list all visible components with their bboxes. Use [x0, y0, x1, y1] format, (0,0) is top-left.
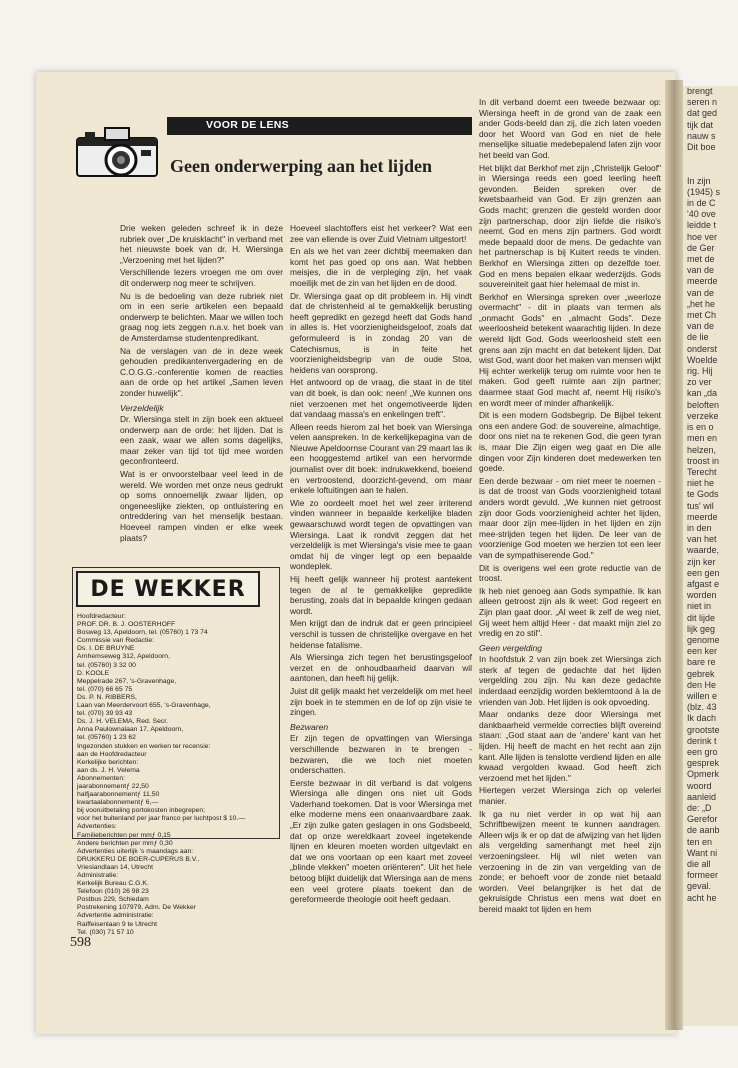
- paragraph: Hiertegen verzet Wiersinga zich op velerlei manier.: [479, 785, 661, 806]
- next-page-line: formeer: [687, 870, 719, 881]
- column-2: [290, 223, 472, 907]
- price-value: ƒ 6,—: [140, 799, 159, 807]
- masthead-line: aan ds. J. H. Velema: [77, 766, 140, 774]
- masthead-line: aan de Hoofdredacteur: [77, 750, 147, 758]
- masthead-line: Administratie:: [77, 872, 119, 879]
- paragraph: Drie weken geleden schreef ik in deze rubriek over „De kruisklacht" in verband met het nieuwste boek van dr. H. Wiersinga „Verzoening met het lijden?": [120, 223, 283, 265]
- next-page-line: (blz. 43: [687, 702, 717, 713]
- next-page-line: troost in: [687, 455, 720, 466]
- masthead-line: Hoofdredacteur:: [77, 613, 126, 620]
- price-row: [73, 832, 279, 840]
- next-page-line: helzen,: [687, 444, 717, 455]
- wekker-logo: DE WEKKER: [76, 571, 260, 607]
- next-page-line: den He: [687, 679, 717, 690]
- next-page-line: in de C: [687, 198, 716, 209]
- next-page-line: hoe ver: [687, 231, 718, 242]
- next-page-line: genome: [687, 634, 720, 645]
- subheading: Bezwaren: [290, 721, 329, 732]
- next-page-line: grootste: [687, 724, 720, 735]
- next-page-line: rig. Hij: [687, 366, 713, 377]
- next-page-line: gebrek: [687, 668, 715, 679]
- masthead-line: Telefoon (010) 26 98 23: [77, 888, 149, 896]
- article-title: Geen onderwerping aan het lijden: [170, 156, 433, 176]
- next-page-line: tijk dat: [687, 119, 714, 130]
- paragraph: Berkhof en Wiersinga spreken over „weerloze overmacht" - dit in plaats van termen als „onmacht Gods" en „almacht Gods". Deze weerloosheid betekent waarachtig lijden. In deze wereld lijdt God. Gods weerloosheid stelt een grens aan zijn macht en dat betekent lijden. Dat wist God, want door het maken van mensen wijkt Hij echter werkelijk terug om ruimte voor hen te maken. God geeft ruimte aan zijn partner; daarmee staat God macht af, neemt Hij risiko's en wordt meer of minder afhankelijk.: [479, 291, 662, 408]
- next-page-line: nauw s: [687, 130, 716, 141]
- price-row: [73, 791, 279, 799]
- next-page-line: de aanb: [687, 825, 720, 836]
- next-page-line: seren n: [687, 97, 718, 108]
- next-page-line: willen e: [687, 690, 718, 701]
- next-page-line: van de: [687, 265, 715, 276]
- next-page-line: te Gods: [687, 489, 719, 500]
- paragraph: In hoofdstuk 2 van zijn boek zet Wiersinga zich sterk af tegen de gedachte dat het lijden vergelding zou zijn. Nu kan deze gedachte inderdaad eenzijdig worden beklemtoond à la de vrienden van Job. Het lijden is ook opvoeding.: [479, 654, 661, 707]
- next-page-line: In zijn: [687, 175, 711, 186]
- next-page-column: [683, 86, 738, 1026]
- masthead-line: Advertenties:: [77, 823, 117, 831]
- paragraph: Hoeveel slachtoffers eist het verkeer? Wat een zee van ellende is over Zuid Vietnam uitgestort!: [290, 223, 472, 244]
- next-page-line: zo ver: [687, 377, 712, 388]
- masthead-line: Ingezonden stukken en werken ter recensie:: [77, 742, 211, 750]
- next-page-line: afgast e: [687, 578, 720, 589]
- next-page-line: verzeke: [687, 410, 719, 421]
- paragraph: Als Wiersinga zich tegen het berustingsgeloof verzet en de onhoudbaarheid daarvan wil aantonen, dan heeft hij gelijk.: [290, 652, 472, 684]
- column-3: [479, 97, 661, 917]
- next-page-line: (1945) s: [687, 186, 721, 197]
- next-page-line: Ik dach: [687, 713, 717, 724]
- masthead-line: Bosweg 13, Apeldoorn, tel. (05760) 1 73 74: [77, 629, 208, 637]
- masthead-line: Vrieslandlaan 14, Utrecht: [77, 863, 154, 871]
- next-page-line: brengt: [687, 86, 713, 96]
- next-page-line: is en o: [687, 422, 714, 433]
- next-page-line: onderst: [687, 343, 718, 354]
- masthead-line: Commissie van Redactie:: [77, 637, 155, 645]
- next-page-line: geval.: [687, 881, 712, 892]
- next-page-line: men en: [687, 433, 718, 444]
- next-page-line: worden: [687, 590, 717, 601]
- paragraph: Maar ondanks deze door Wiersinga met dankbaarheid vermelde correcties blijft overeind staan: „God staat aan de 'andere' kant van het lijden. Hij heeft de macht en het recht aan zijn kant. Alle lijden is tenslotte verdiend lijden en alle kwaad vergolden kwaad. God heeft zich verzoend met het lijden.": [479, 709, 661, 783]
- next-page-line: een gen: [687, 567, 720, 578]
- masthead-box: [72, 567, 280, 936]
- next-page-line: de lie: [687, 332, 709, 343]
- masthead-line: Laan van Meerdervoort 655, 's-Gravenhage,: [77, 702, 211, 710]
- paragraph: Ik ga nu niet verder in op wat hij aan Schriftbewijzen meent te kunnen aandragen. Alleen wijs ik er op dat de afwijzing van het lijden als vergelding samenhangt met heel zijn verzoeningsleer. Hij wil niet weten van verzoening in de zin van vergelding van de zonde; er behoeft voor de zonde niet betaald worden. Veel belangrijker is het dat de gekruisigde Christus een mens wat doet en bereid maakt tot lijden en hem: [479, 808, 661, 914]
- next-page-line: een ker: [687, 646, 718, 657]
- masthead-line: Ds. P. N. RIBBERS,: [77, 693, 137, 701]
- paragraph: Wie zo oordeelt moet het wel zeer irriterend vinden wanneer in bepaalde kerkelijke bladen gewaarschuwd wordt tegen de opvattingen van Wiersinga. Laat ik rondvit zeggen dat het verzeldelijk is met Wiersinga's visie mee te gaan omdat hij de vinger legt op een bepaalde wondeplek.: [290, 497, 472, 572]
- subheading: Geen vergelding: [479, 642, 543, 653]
- masthead-line: Abonnementen:: [77, 774, 125, 782]
- next-page-line: woord: [687, 780, 712, 791]
- next-page-line: „het he: [687, 298, 716, 309]
- paragraph: Dit is overigens wel een grote reductie van de troost.: [479, 562, 661, 584]
- masthead-line: Postbus 229, Schiedam: [77, 896, 149, 904]
- next-page-line: waarde,: [687, 545, 720, 556]
- next-page-line: Terecht: [687, 466, 717, 477]
- masthead-line: Arnhemseweg 312, Apeldoorn,: [77, 653, 170, 661]
- paragraph: Dr. Wiersinga gaat op dit probleem in. Hij vindt dat de christenheid al te gemakkelijk berusting heeft gepredikt en gezegd heeft dat Gods hand in alles is. Het voorzienigheidsgeloof, zoals dat geformuleerd is in zondag 20 van de Catechismus, is in feite het voorzienigheidsbegrip van de oude Stoa, heidens van oorsprong.: [290, 290, 472, 375]
- masthead-line: Postrekening 107979, Adm. De Wekker: [77, 904, 196, 912]
- masthead-details: [73, 613, 279, 937]
- masthead-line: bij vooruitbetaling portokosten inbegrepen;: [77, 807, 206, 815]
- masthead-line: Advertenties uiterlijk 's maandags aan:: [77, 847, 194, 855]
- next-page-line: kan „da: [687, 388, 718, 399]
- paragraph: Hij heeft gelijk wanneer hij protest aantekent tegen de al te gemakkelijke gepredikte berusting, zoals dat in bepaalde kringen gedaan wordt.: [290, 574, 472, 616]
- masthead-line: D. KOOLE: [77, 669, 110, 677]
- next-page-line: de: „D: [687, 803, 712, 813]
- next-page-line: leidde t: [687, 220, 717, 231]
- masthead-line: Meppelrade 267, 's-Gravenhage,: [77, 677, 177, 685]
- page-number: 598: [70, 935, 91, 950]
- paragraph: Ik heb niet genoeg aan Gods sympathie. Ik kan alleen getroost zijn als ik weet: God regeert en Zijn plan gaat door. „Al weet ik zelf de weg niet, Gij weet hem altijd Heer - dat maakt mijn ziel zo vredig en zo stil".: [479, 585, 661, 639]
- paragraph: En als we het van zeer dichtbij meemaken dan komt het pas goed op ons aan. Wat hebben meisjes, die in de verpleging zijn, het vaak moeilijk met de zin van het lijden en de dood.: [290, 246, 472, 288]
- masthead-line: Tel. (030) 71 57 10: [77, 928, 134, 936]
- next-page-line: van de: [687, 287, 715, 298]
- paragraph: Eerste bezwaar in dit verband is dat volgens Wiersinga alle dingen ons niet uit Gods Vaderhand toekomen. Dat is voor Wiersinga met elke moderne mens een onaanvaardbare zaak. „Er zijn zulke gaten geslagen in ons Godsbeeld, dat op onze wereldkaart zoveel ingetekende lijnen en kleuren moeten worden uitgevlakt en dat we ons voortaan op een kaart met zoveel „blinde vlekken" moeten oriënteren". Uit het hele betoog blijkt duidelijk dat Wiersinga aan de mens een veel grotere plaats toekent dan de gereformeerde theologie ooit heeft gedaan.: [290, 777, 472, 905]
- price-row: [73, 840, 279, 848]
- paragraph: Nu is de bedoeling van deze rubriek niet om in een serie artikelen een bepaald onderwerp te belichten. Maar we willen toch graag nog iets zeggen n.a.v. het boek van de Amsterdamse studentenpredikant.: [120, 290, 283, 343]
- next-page-line: Opmerk: [687, 769, 720, 780]
- next-page-line: [683, 153, 738, 164]
- masthead-line: DRUKKERIJ DE BOER-CUPERUS B.V.,: [77, 855, 200, 863]
- subheading: Verzeldelijk: [120, 402, 164, 413]
- next-page-line: zijn ker: [687, 556, 716, 567]
- next-page-line: dit lijde: [687, 612, 716, 623]
- price-value: ƒ 0,30: [153, 839, 173, 847]
- price-value: ƒ 22,50: [126, 782, 149, 790]
- next-page-line: niet in: [687, 601, 712, 612]
- masthead-line: tel. (05760) 1 23 62: [77, 734, 136, 742]
- next-page-line: dat ged: [687, 108, 718, 119]
- masthead-line: Ds. J. H. VELEMA, Red. Secr.: [77, 718, 169, 726]
- masthead-line: tel. (070) 66 65 75: [77, 685, 133, 693]
- next-page-line: niet he: [687, 478, 715, 489]
- price-label: kwartaalabonnement: [77, 799, 141, 807]
- paragraph: Men krijgt dan de indruk dat er geen principieel verschil is tussen de christelijke overgave en het heidense fatalisme.: [290, 618, 472, 650]
- paragraph: Verschillende lezers vroegen me om over dit onderwerp nog meer te schrijven.: [120, 267, 283, 288]
- column-1: [120, 223, 283, 545]
- price-row: [73, 799, 279, 807]
- camera-icon: [71, 116, 167, 186]
- paragraph: Alleen reeds hierom zal het boek van Wiersinga velen aanspreken. In de kerkelijkepagina van de Nieuwe Apeldoornse Courant van 29 maart las ik een hooggestemd artikel van een hervormde journalist over dit boek: indrukwekkend, boeiend en vertroostend, doorzicht-gevend, om maar enkele loftuitingen aan te halen.: [290, 421, 472, 496]
- price-label: halfjaarabonnement: [77, 791, 138, 799]
- next-page-line: [683, 164, 738, 175]
- masthead-line: PROF. DR. B. J. OOSTERHOFF: [77, 621, 176, 629]
- next-page-line: meerde: [687, 511, 718, 522]
- price-row: [73, 783, 279, 791]
- price-label: Familieberichten per mm: [77, 831, 152, 839]
- next-page-line: Gerefor: [687, 814, 718, 825]
- paragraph: Na de verslagen van de in deze week gehouden predikantenvergadering en de C.O.G.G.-conferentie komen de reacties aan de orde op het artikel „Samen leven zonder huwelijk".: [120, 345, 283, 398]
- paragraph: Dr. Wiersinga stelt in zijn boek een aktueel onderwerp aan de orde: het lijden. Dat is een zaak, waar we allen soms dagelijks, maar zeker van tijd tot tijd mee worden geconfronteerd.: [120, 414, 283, 467]
- next-page-line: bare re: [687, 657, 716, 668]
- next-page-line: gesprek: [687, 758, 720, 769]
- next-page-line: Want ni: [687, 847, 718, 858]
- next-page-line: acht he: [687, 892, 717, 903]
- paragraph: Er zijn tegen de opvattingen van Wiersinga verschillende bezwaren in te brengen - bezwaren, die we toch niet moeten onderschatten.: [290, 733, 472, 776]
- next-page-line: meerde: [687, 276, 718, 287]
- masthead-line: Kerkelijke berichten:: [77, 758, 139, 766]
- next-page-line: lijk geg: [687, 623, 716, 634]
- paragraph: Wat is er onvoorstelbaar veel leed in de wereld. We worden met onze neus gedrukt op soms onnoemelijk zwaar lijden, op ongeneeslijke ziekten, op ontluistering en ontreddering van het menselijk bestaan. Hoeveel rampen vinden er elke week plaats?: [120, 469, 283, 543]
- page-gutter: [665, 80, 683, 1030]
- next-page-line: beloften: [687, 399, 720, 410]
- next-page-line: derink t: [687, 735, 717, 746]
- next-page-line: met de: [687, 254, 715, 265]
- next-page-line: aanleid: [687, 791, 717, 802]
- next-page-line: van het: [687, 534, 717, 545]
- next-page-line: in den: [687, 522, 712, 533]
- masthead-line: Kerkelijk Bureau C.G.K.: [77, 880, 149, 888]
- next-page-line: Woelde: [687, 354, 718, 365]
- next-page-line: met Ch: [687, 310, 717, 321]
- masthead-line: Advertentie administratie:: [77, 912, 154, 920]
- next-page-line: de Ger: [687, 242, 715, 253]
- masthead-line: voor het buitenland per jaar franco per luchtpost $ 10.—: [77, 815, 246, 823]
- paragraph: Een derde bezwaar - om niet meer te noemen - is dat de troost van Gods voorzienigheid totaal anders wordt gevuld. „We kunnen niet getroost zijn door Gods voorzienigheid achter het lijden, maar door zijn mee-lijden in het lijden en zijn mee-strijden tegen het lijden. De leer van de voorzienige God moeten we herzien tot een leer van de sympathiserende God.": [479, 475, 661, 560]
- paragraph: Het antwoord op de vraag, die staat in de titel van dit boek, is dan ook: neen! „We kunnen ons niet verzoenen met het ongemotiveerde lijden dat vandaag massa's en enkelingen treft".: [290, 377, 472, 420]
- masthead-line: tel. (070) 39 93 43: [77, 710, 133, 718]
- price-value: ƒ 0,15: [151, 831, 171, 839]
- paragraph: In dit verband doemt een tweede bezwaar op: Wiersinga heeft in de grond van de zaak een ander Gods-beeld dan zij, die zich laten voeden door het Woord van God en niet de hele menselijke situatie medebepalend laten zijn voor het beeld van God.: [479, 97, 661, 160]
- price-label: Andere berichten per mm: [77, 839, 154, 847]
- next-page-line: ten en: [687, 836, 713, 847]
- section-label: VOOR DE LENS: [206, 119, 289, 131]
- next-page-line: een gro: [687, 746, 718, 757]
- price-value: ƒ 11,50: [137, 791, 160, 799]
- next-page-line: '40 ove: [687, 209, 716, 220]
- masthead-line: tel. (05760) 3 32 00: [77, 661, 136, 669]
- price-label: jaarabonnement: [77, 782, 127, 790]
- paragraph: Het blijkt dat Berkhof met zijn „Christelijk Geloof" in Wiersinga reeds een goed leerling heeft gevonden. Beiden spreken over de kwetsbaarheid van God. Er zijn grenzen aan Gods macht; grenzen die gesteld worden door zijn partnerschap, door zijn liefde die risiko's neemt. God en mens zijn partners. God wordt mede bepaald door de mens. De gedachte van het partnerschap is bij Kuitert reeds te vinden. Berkhof en Wiersinga zitten op dezelfde toer. God en mens bepalen elkaar wederzijds. Gods souvereiniteit gaat hier helemaal de mist in.: [479, 162, 661, 290]
- paragraph: Juist dit gelijk maakt het verzeldelijk om met heel zijn boek in te stemmen en de lof op zijn visie te zingen.: [290, 685, 472, 718]
- masthead-line: Ds. I. DE BRUYNE: [77, 645, 135, 653]
- paragraph: Dit is een modern Godsbegrip. De Bijbel tekent ons een andere God: de souvereine, almachtige, door ons niet na te rekenen God, die geen tyran is, maar Die Zijn eigen weg gaat en Die alle dingen voor Zijn kinderen doet medewerken ten goede.: [479, 410, 661, 474]
- next-page-line: tus' wil: [687, 500, 714, 511]
- masthead-line: Raiffeisenlaan 9 te Utrecht: [77, 920, 157, 928]
- next-page-line: die all: [687, 859, 711, 870]
- next-page-line: Dit boe: [687, 142, 716, 153]
- next-page-line: van de: [687, 321, 715, 332]
- masthead-line: Anna Paulownalaan 17, Apeldoorn,: [77, 726, 184, 734]
